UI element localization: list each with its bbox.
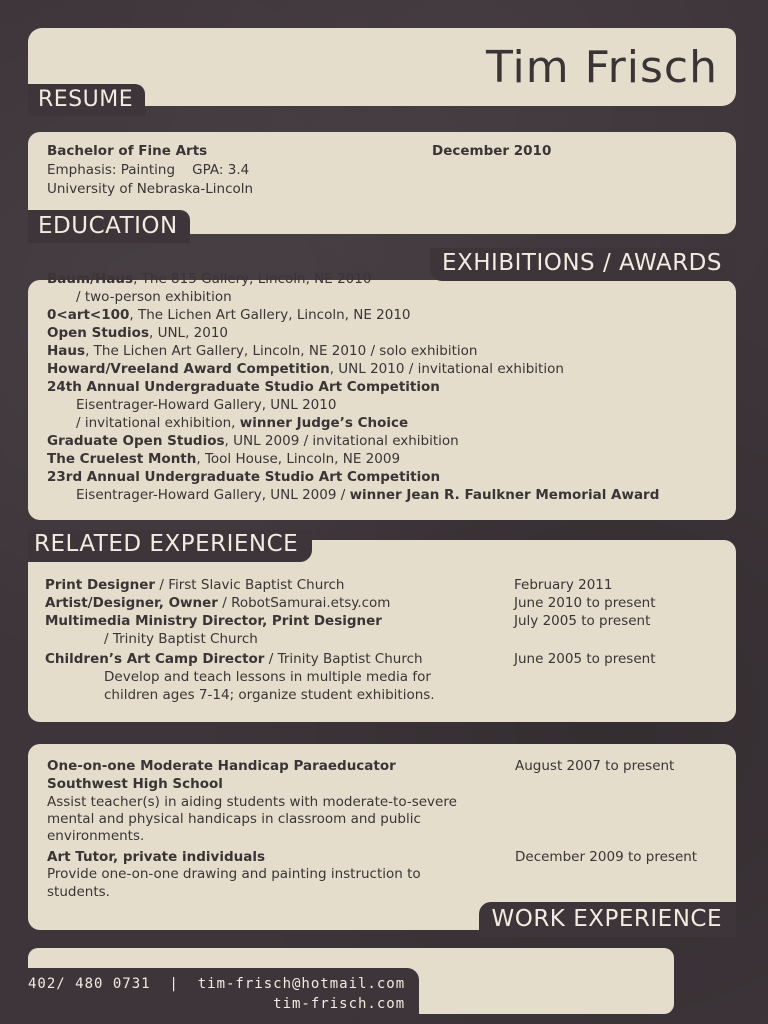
entry-text: Eisentrager-Howard Gallery, UNL 2010 — [76, 397, 337, 413]
entry-date: February 2011 — [514, 577, 613, 593]
entry-title: 24th Annual Undergraduate Studio Art Competition — [47, 379, 440, 395]
entry-text: , The Lichen Art Gallery, Lincoln, NE 2010 / solo exhibition — [85, 343, 478, 359]
entry-date: July 2005 to present — [514, 613, 651, 629]
entry-title: Graduate Open Studios — [47, 433, 225, 449]
entry-title: winner Jean R. Faulkner Memorial Award — [349, 487, 660, 503]
resume-label: RESUME — [28, 84, 145, 116]
list-item — [47, 270, 371, 288]
resume-name: Tim Frisch — [485, 42, 718, 93]
list-item — [76, 414, 408, 432]
entry-title: 23rd Annual Undergraduate Studio Art Competition — [47, 469, 441, 485]
entry-text: Develop and teach lessons in multiple media for — [104, 669, 431, 685]
entry-title: Baum/Haus — [47, 271, 134, 287]
exhibitions-panel — [28, 271, 736, 520]
entry-text: / Trinity Baptist Church — [264, 651, 423, 667]
list-item — [47, 757, 396, 775]
list-item — [47, 342, 477, 360]
related-experience-panel — [28, 540, 736, 722]
entry-text: Assist teacher(s) in aiding students with moderate-to-severe — [47, 794, 457, 810]
entry-text: students. — [47, 884, 110, 900]
entry-date: August 2007 to present — [515, 758, 675, 774]
list-item — [47, 324, 228, 342]
list-item — [45, 576, 344, 594]
list-item — [47, 775, 223, 793]
list-item — [47, 378, 440, 396]
entry-title: Southwest High School — [47, 776, 223, 792]
list-item — [104, 630, 258, 648]
entry-title: Children’s Art Camp Director — [45, 651, 265, 667]
entry-text: / Trinity Baptist Church — [104, 631, 258, 647]
entry-text: mental and physical handicaps in classroom and public — [47, 811, 421, 827]
entry-text: , The 815 Gallery, Lincoln, NE 2010 — [133, 271, 372, 287]
education-emphasis: Emphasis: Painting GPA: 3.4 — [47, 162, 250, 178]
entry-text: , UNL 2010 / invitational exhibition — [329, 361, 564, 377]
entry-text: Eisentrager-Howard Gallery, UNL 2009 / — [76, 487, 350, 503]
education-date: December 2010 — [432, 143, 552, 159]
contact-block — [28, 968, 419, 1020]
list-item — [47, 848, 265, 866]
list-item — [47, 360, 564, 378]
contact-website: tim-frisch.com — [273, 996, 406, 1012]
list-item — [47, 306, 411, 324]
entry-text: / First Slavic Baptist Church — [155, 577, 345, 593]
contact-phone-email: 402/ 480 0731 | tim-frisch@hotmail.com — [28, 976, 406, 992]
education-heading: EDUCATION — [28, 210, 190, 243]
list-item — [47, 468, 440, 486]
entry-text: Provide one-on-one drawing and painting instruction to — [47, 866, 421, 882]
entry-text: , The Lichen Art Gallery, Lincoln, NE 2010 — [129, 307, 411, 323]
list-item — [104, 686, 435, 704]
work-experience-heading: WORK EXPERIENCE — [479, 902, 736, 937]
list-item — [76, 396, 336, 414]
entry-title: Open Studios — [47, 325, 149, 341]
list-item — [45, 612, 382, 630]
exhibitions-heading: EXHIBITIONS / AWARDS — [430, 248, 736, 281]
entry-date: June 2005 to present — [514, 651, 656, 667]
entry-title: Art Tutor, private individuals — [47, 849, 265, 865]
education-degree: Bachelor of Fine Arts — [47, 143, 208, 159]
list-item — [45, 650, 423, 668]
education-school: University of Nebraska-Lincoln — [47, 181, 254, 197]
entry-title: winner Judge’s Choice — [239, 415, 409, 431]
list-item — [47, 865, 421, 883]
entry-text: children ages 7-14; organize student exhibitions. — [104, 687, 435, 703]
entry-title: Howard/Vreeland Award Competition — [47, 361, 330, 377]
entry-text: / invitational exhibition, — [76, 415, 240, 431]
entry-title: One-on-one Moderate Handicap Paraeducator — [47, 758, 396, 774]
related-experience-heading: RELATED EXPERIENCE — [28, 530, 312, 562]
entry-text: , UNL, 2010 — [149, 325, 229, 341]
list-item — [47, 883, 110, 901]
list-item — [47, 450, 400, 468]
entry-title: Haus — [47, 343, 86, 359]
list-item — [47, 827, 144, 845]
entry-date: December 2009 to present — [515, 849, 698, 865]
entry-title: Print Designer — [45, 577, 156, 593]
entry-text: / RobotSamurai.etsy.com — [217, 595, 391, 611]
entry-title: Artist/Designer, Owner — [45, 595, 218, 611]
list-item — [45, 594, 390, 612]
entry-text: , UNL 2009 / invitational exhibition — [224, 433, 459, 449]
list-item — [47, 810, 421, 828]
list-item — [76, 486, 659, 504]
entry-title: The Cruelest Month — [47, 451, 197, 467]
entry-text: , Tool House, Lincoln, NE 2009 — [196, 451, 401, 467]
list-item — [104, 668, 431, 686]
list-item — [76, 288, 232, 306]
entry-title: 0<art<100 — [47, 307, 130, 323]
entry-text: / two-person exhibition — [76, 289, 232, 305]
entry-title: Multimedia Ministry Director, Print Designer — [45, 613, 382, 629]
entry-date: June 2010 to present — [514, 595, 656, 611]
list-item — [47, 793, 457, 811]
list-item — [47, 432, 459, 450]
entry-text: environments. — [47, 828, 145, 844]
